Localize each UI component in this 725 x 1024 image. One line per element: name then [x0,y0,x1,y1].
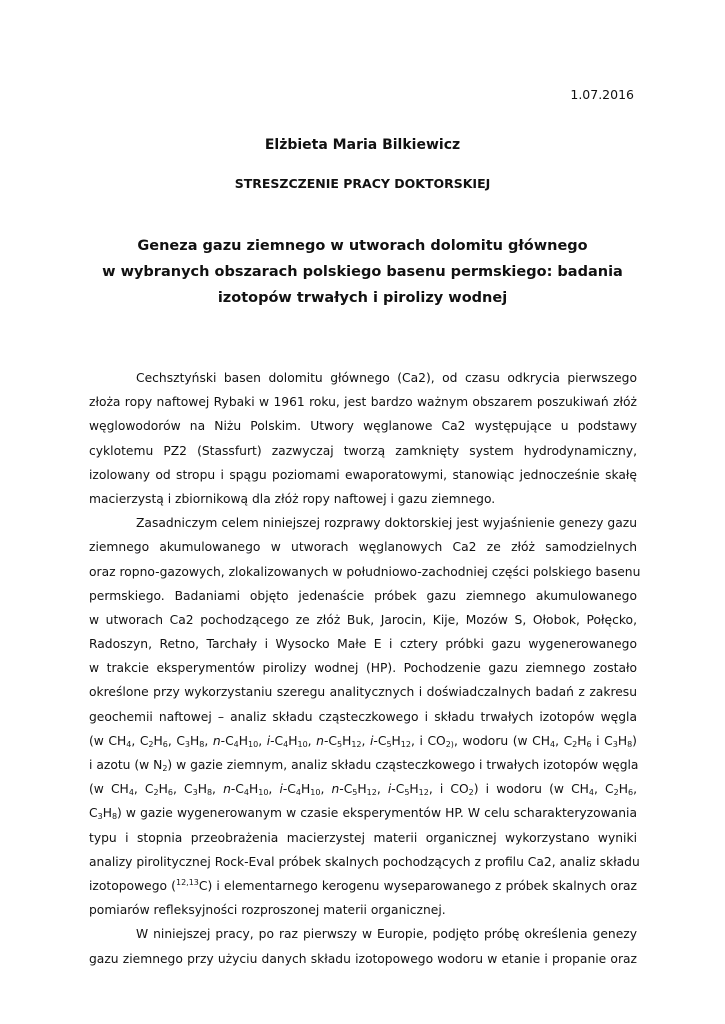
document-date: 1.07.2016 [570,87,634,102]
abstract-line: $C_3H_8$) w gazie wygenerowanym w czasie eksperymentów HP. W celu scharakteryzowania [89,806,637,822]
abstract-line: określone przy wykorzystaniu szeregu analitycznych i doświadczalnych badań z zakresu [89,685,637,700]
thesis-title-line: w wybranych obszarach polskiego basenu permskiego: badania [102,264,623,280]
author-name: Elżbieta Maria Bilkiewicz [264,137,461,153]
abstract-line: macierzystą i zbiornikową dla złóż ropy naftowej i gazu ziemnego. [89,491,496,506]
abstract-line: gazu ziemnego przy użyciu danych składu izotopowego wodoru w etanie i propanie oraz [89,951,637,966]
abstract-line: Cechsztyński basen dolomitu głównego (Ca2), od czasu odkrycia pierwszego [136,371,637,385]
abstract-line: geochemii naftowej – analiz składu cząsteczkowego i składu trwałych izotopów węgla [89,709,637,724]
abstract-line: typu i stopnia przeobrażenia macierzystej materii organicznej wykorzystano wyniki [89,830,637,845]
document-subtitle: STRESZCZENIE PRACY DOKTORSKIEJ [234,176,491,191]
abstract-line: izolowany od stropu i spągu poziomami ewaporatowymi, stanowiąc jednocześnie skałę [89,467,637,482]
abstract-line: pomiarów refleksyjności rozproszonej materii organicznej. [89,903,446,918]
abstract-line: w trakcie eksperymentów pirolizy wodnej (HP). Pochodzenie gazu ziemnego zostało [89,661,637,676]
abstract-line: izotopowego ($^{12,13}$C) i elementarnego kerogenu wyseparowanego z próbek skalnych oraz [89,877,637,893]
abstract-line: (w $CH_4$, $C_2H_6$, $C_3H_8$, $n-C_4H_{10}$, $i-C_4H_{10}$, $n-C_5H_{12}$, $i-C_5H_{12}$, i $CO_2$) i wodoru (w $CH_4$, $C_2H_6$, [89,782,637,798]
abstract-line: w utworach Ca2 pochodzącego ze złóż Buk, Jarocin, Kije, Mozów S, Ołobok, Połęcko, [89,612,637,627]
abstract-line: oraz ropno-gazowych, zlokalizowanych w południowo-zachodniej części polskiego basenu [89,564,641,579]
abstract-line: węglowodorów na Niżu Polskim. Utwory węglanowe Ca2 występujące u podstawy [89,419,637,434]
abstract-line: analizy pirolitycznej Rock-Eval próbek skalnych pochodzących z profilu Ca2, analiz składu [89,854,640,869]
thesis-title-line: izotopów trwałych i pirolizy wodnej [217,290,508,306]
abstract-line: złoża ropy naftowej Rybaki w 1961 roku, jest bardzo ważnym obszarem poszukiwań złóż [89,395,637,410]
thesis-title-line: Geneza gazu ziemnego w utworach dolomitu głównego [137,238,588,254]
thesis-title [80,233,645,311]
abstract-line: permskiego. Badaniami objęto jedenaście próbek gazu ziemnego akumulowanego [89,588,637,603]
abstract-line: Radoszyn, Retno, Tarchały i Wysocko Małe E i cztery próbki gazu wygenerowanego [89,637,637,652]
abstract-line: W niniejszej pracy, po raz pierwszy w Europie, podjęto próbę określenia genezy [136,927,637,942]
abstract-line: i azotu (w $N_2$) w gazie ziemnym, analiz składu cząsteczkowego i trwałych izotopów węgla [89,758,639,773]
abstract-body [89,366,641,971]
abstract-line: ziemnego akumulowanego w utworach węglanowych Ca2 ze złóż samodzielnych [89,540,637,555]
abstract-line: Zasadniczym celem niniejszej rozprawy doktorskiej jest wyjaśnienie genezy gazu [136,516,637,531]
abstract-line: (w $CH_4$, $C_2H_6$, $C_3H_8$, $n-C_4H_{10}$, $i-C_4H_{10}$, $n-C_5H_{12}$, $i-C_5H_{12}$, i $CO_{2)}$, wodoru (w $CH_4$, $C_2H_6$ i $C_3H_8$) [89,733,637,749]
abstract-line: cyklotemu PZ2 (Stassfurt) zazwyczaj tworzą zamknięty system hydrodynamiczny, [89,443,637,458]
